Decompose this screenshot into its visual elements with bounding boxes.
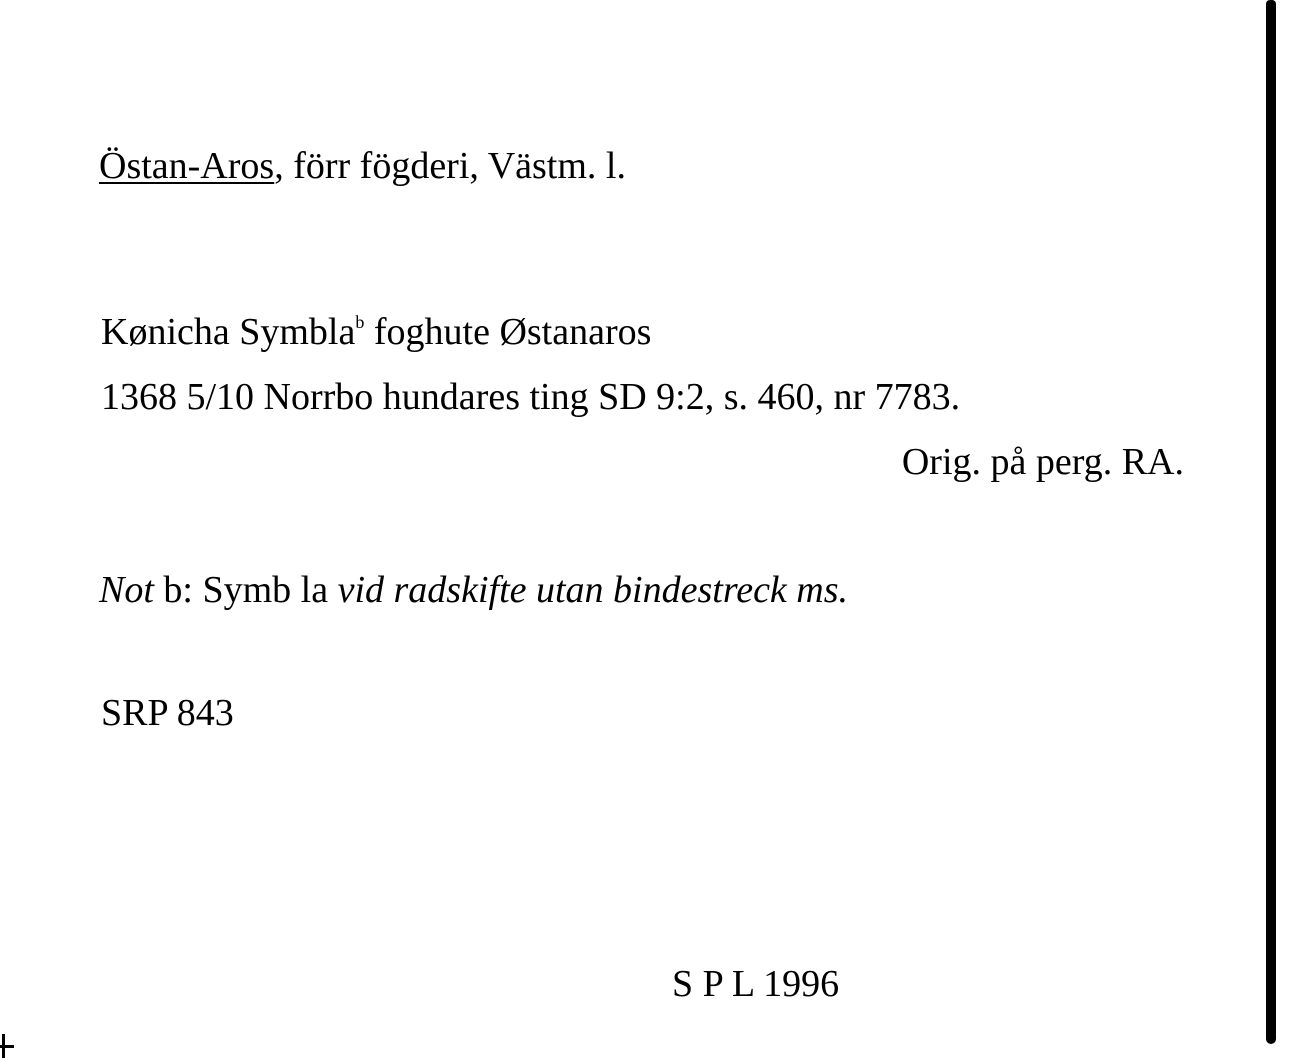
entry-heading [99, 144, 626, 188]
place-name: Östan-Aros [99, 145, 275, 187]
crop-mark-icon [0, 1034, 14, 1058]
signature: S P L 1996 [672, 963, 840, 1005]
attestation-date-line: 1368 5/10 Norrbo hundares ting SD 9:2, s. 460, nr 7783. [101, 376, 961, 418]
attestation-line [101, 310, 651, 354]
attestation-text-rest: foghute Østanaros [364, 311, 652, 353]
footnote-marker: b: Symb la [153, 569, 338, 611]
footnote [99, 568, 848, 612]
card-edge-line [1266, 0, 1276, 1044]
attestation-text: Kønicha Symbla [101, 311, 356, 353]
attestation-source: Orig. på perg. RA. [901, 441, 1184, 483]
place-description: , förr fögderi, Västm. l. [274, 145, 626, 187]
reference-code: SRP 843 [101, 692, 234, 734]
footnote-text: vid radskifte utan bindestreck ms. [337, 569, 849, 611]
footnote-label: Not [99, 569, 154, 611]
note-marker: b [355, 312, 365, 332]
